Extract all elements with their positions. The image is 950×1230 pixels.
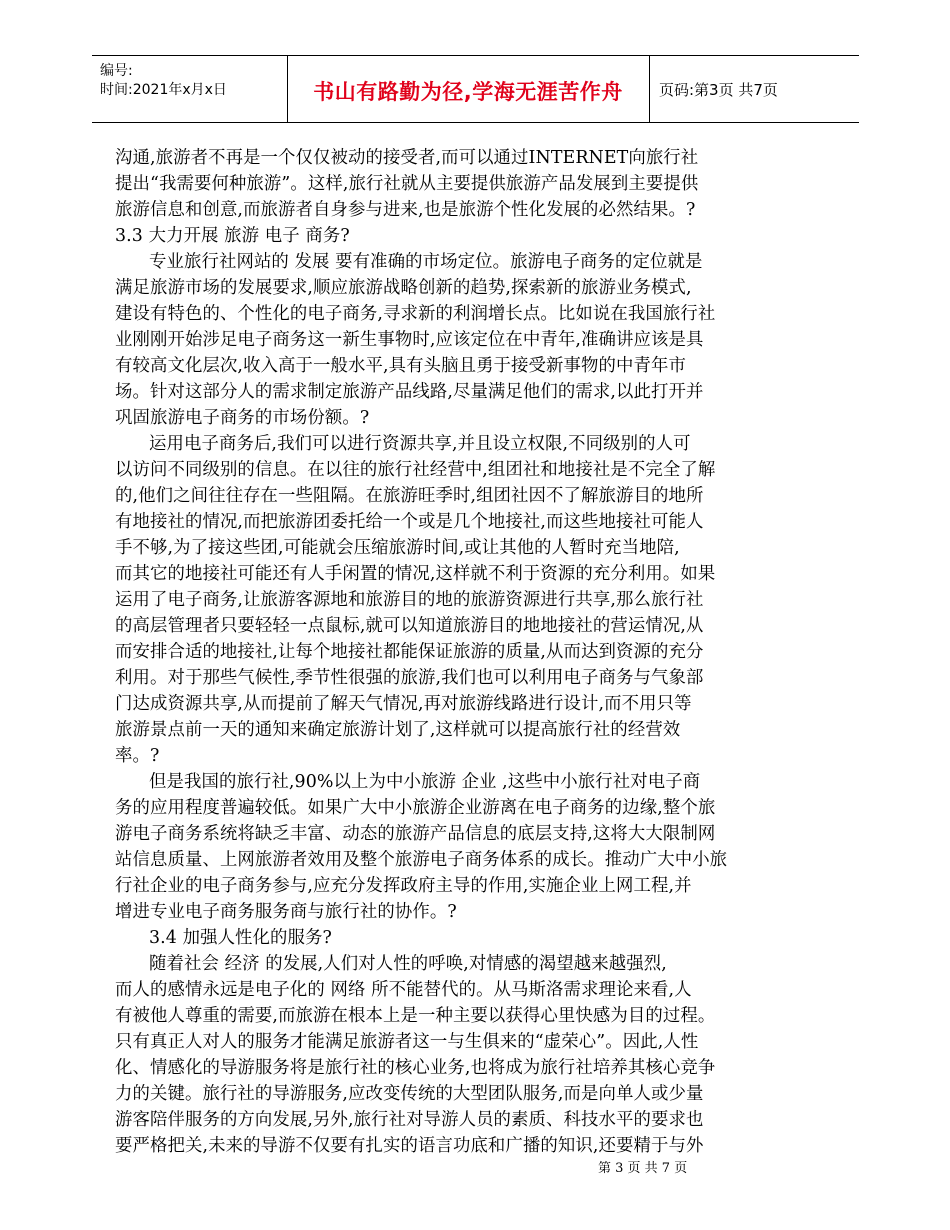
text-line: 巩固旅游电子商务的市场份额。? [115, 408, 370, 428]
text-line: 沟通,旅游者不再是一个仅仅被动的接受者,而可以通过INTERNET向旅行社 [115, 148, 699, 168]
text-line: 率。? [115, 746, 160, 766]
text-line: 游电子商务系统将缺乏丰富、动态的旅游产品信息的底层支持,这将大大限制网 [115, 824, 716, 844]
text-line: 门达成资源共享,从而提前了解天气情况,再对旅游线路进行设计,而不用只等 [115, 694, 692, 714]
text-line: 场。针对这部分人的需求制定旅游产品线路,尽量满足他们的需求,以此打开并 [115, 382, 704, 402]
text-line: 有被他人尊重的需要,而旅游在根本上是一种主要以获得心里快感为目的过程。 [115, 1006, 716, 1026]
text-line: 有地接社的情况,而把旅游团委托给一个或是几个地接社,而这些地接社可能人 [115, 512, 704, 532]
text-line: 运用电子商务后,我们可以进行资源共享,并且设立权限,不同级别的人可 [149, 434, 691, 454]
text-line: 旅游景点前一天的通知来确定旅游计划了,这样就可以提高旅行社的经营效 [115, 720, 681, 740]
text-line: 满足旅游市场的发展要求,顺应旅游战略创新的趋势,探索新的旅游业务模式, [115, 278, 692, 298]
text-line: 但是我国的旅行社,90%以上为中小旅游 企业 ,这些中小旅行社对电子商 [149, 772, 701, 792]
section-heading-3-4: 3.4 加强人性化的服务? [149, 928, 332, 948]
text-line: 而安排合适的地接社,让每个地接社都能保证旅游的质量,从而达到资源的充分 [115, 642, 704, 662]
text-line: 化、情感化的导游服务将是旅行社的核心业务,也将成为旅行社培养其核心竞争 [115, 1058, 716, 1078]
page-header [92, 55, 859, 123]
text-line: 旅游信息和创意,而旅游者自身参与进来,也是旅游个性化发展的必然结果。? [115, 200, 696, 220]
text-line: 的高层管理者只要轻轻一点鼠标,就可以知道旅游目的地地接社的营运情况,从 [115, 616, 704, 636]
text-line: 运用了电子商务,让旅游客源地和旅游目的地的旅游资源进行共享,那么旅行社 [115, 590, 704, 610]
text-line: 而人的感情永远是电子化的 网络 所不能替代的。从马斯洛需求理论来看,人 [115, 980, 692, 1000]
text-line: 手不够,为了接这些团,可能就会压缩旅游时间,或让其他的人暂时充当地陪, [115, 538, 680, 558]
text-line: 随着社会 经济 的发展,人们对人性的呼唤,对情感的渴望越来越强烈, [149, 954, 667, 974]
text-line: 务的应用程度普遍较低。如果广大中小旅游企业游离在电子商务的边缘,整个旅 [115, 798, 716, 818]
text-line: 提出“我需要何种旅游”。这样,旅行社就从主要提供旅游产品发展到主要提供 [115, 174, 699, 194]
text-line: 利用。对于那些气候性,季节性很强的旅游,我们也可以利用电子商务与气象部 [115, 668, 704, 688]
document-body [115, 145, 845, 1159]
number-label: 编号: [100, 63, 133, 79]
text-line: 增进专业电子商务服务商与旅行社的协作。? [115, 902, 457, 922]
time-label: 时间:2021年x月x日 [100, 82, 227, 98]
text-line: 要严格把关,未来的导游不仅要有扎实的语言功底和广播的知识,还要精于与外 [115, 1136, 704, 1156]
text-line: 力的关键。旅行社的导游服务,应改变传统的大型团队服务,而是向单人或少量 [115, 1084, 704, 1104]
text-line: 有较高文化层次,收入高于一般水平,具有头脑且勇于接受新事物的中青年市 [115, 356, 686, 376]
page-footer: 第 3 页 共 7 页 [598, 1161, 688, 1176]
text-line: 游客陪伴服务的方向发展,另外,旅行社对导游人员的素质、科技水平的要求也 [115, 1110, 704, 1130]
header-page-info: 页码:第3页 共7页 [659, 81, 778, 99]
section-heading-3-3: 3.3 大力开展 旅游 电子 商务? [115, 226, 350, 246]
header-meta [100, 62, 227, 100]
text-line: 业刚刚开始涉足电子商务这一新生事物时,应该定位在中青年,准确讲应该是具 [115, 330, 704, 350]
text-line: 站信息质量、上网旅游者效用及整个旅游电子商务体系的成长。推动广大中小旅 [115, 850, 728, 870]
text-line: 的,他们之间往往存在一些阻隔。在旅游旺季时,组团社因不了解旅游目的地所 [115, 486, 704, 506]
text-line: 只有真正人对人的服务才能满足旅游者这一与生俱来的“虚荣心”。因此,人性 [115, 1032, 699, 1052]
text-line: 而其它的地接社可能还有人手闲置的情况,这样就不利于资源的充分利用。如果 [115, 564, 716, 584]
text-line: 建设有特色的、个性化的电子商务,寻求新的利润增长点。比如说在我国旅行社 [115, 304, 716, 324]
text-line: 专业旅行社网站的 发展 要有准确的市场定位。旅游电子商务的定位就是 [149, 252, 703, 272]
text-line: 以访问不同级别的信息。在以往的旅行社经营中,组团社和地接社是不完全了解 [115, 460, 716, 480]
header-motto: 书山有路勤为径,学海无涯苦作舟 [313, 80, 623, 104]
text-line: 行社企业的电子商务参与,应充分发挥政府主导的作用,实施企业上网工程,并 [115, 876, 692, 896]
header-divider-right [649, 56, 650, 122]
